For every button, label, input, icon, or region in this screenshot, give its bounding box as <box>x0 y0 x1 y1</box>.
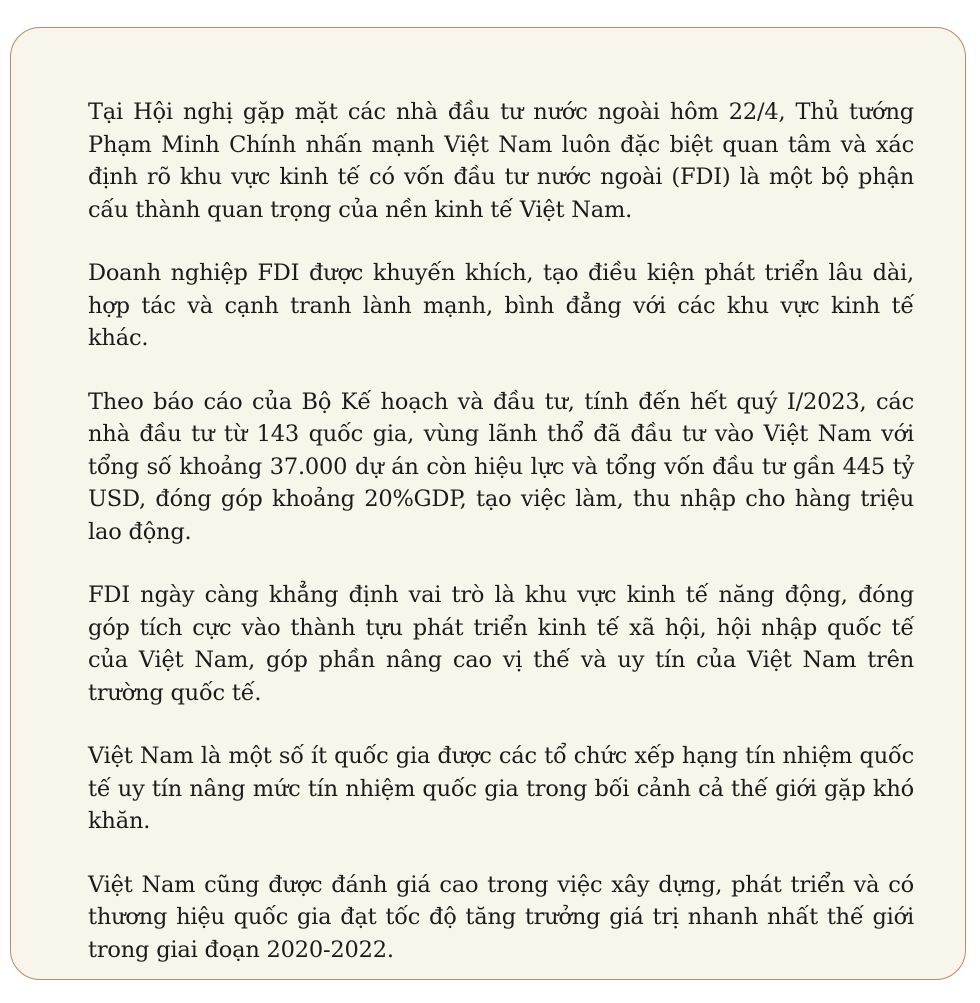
article-body <box>88 96 914 966</box>
paragraph-conference: Tại Hội nghị gặp mặt các nhà đầu tư nước ngoài hôm 22/4, Thủ tướng Phạm Minh Chính nhấn mạnh Việt Nam luôn đặc biệt quan tâm và xác định rõ khu vực kinh tế có vốn đầu tư nước ngoài (FDI) là một bộ phận cấu thành quan trọng của nền kinh tế Việt Nam. <box>88 99 914 223</box>
paragraph-national-brand: Việt Nam cũng được đánh giá cao trong việc xây dựng, phát triển và có thương hiệu quốc gia đạt tốc độ tăng trưởng giá trị nhanh nhất thế giới trong giai đoạn 2020-2022. <box>88 871 914 963</box>
paragraph-credit-rating: Việt Nam là một số ít quốc gia được các tổ chức xếp hạng tín nhiệm quốc tế uy tín nâng mức tín nhiệm quốc gia trong bối cảnh cả thế giới gặp khó khăn. <box>88 743 914 834</box>
paragraph-fdi-role: FDI ngày càng khẳng định vai trò là khu vực kinh tế năng động, đóng góp tích cực vào thành tựu phát triển kinh tế xã hội, hội nhập quốc tế của Việt Nam, góp phần nâng cao vị thế và uy tín của Việt Nam trên trường quốc tế. <box>88 582 914 706</box>
paragraph-investment-report: Theo báo cáo của Bộ Kế hoạch và đầu tư, tính đến hết quý I/2023, các nhà đầu tư từ 143 quốc gia, vùng lãnh thổ đã đầu tư vào Việt Nam với tổng số khoảng 37.000 dự án còn hiệu lực và tổng vốn đầu tư gần 445 tỷ USD, đóng góp khoảng 20%GDP, tạo việc làm, thu nhập cho hàng triệu lao động. <box>88 388 914 545</box>
article-card <box>10 27 966 980</box>
paragraph-fdi-encouraged: Doanh nghiệp FDI được khuyến khích, tạo điều kiện phát triển lâu dài, hợp tác và cạnh tranh lành mạnh, bình đẳng với các khu vực kinh tế khác. <box>88 260 914 351</box>
